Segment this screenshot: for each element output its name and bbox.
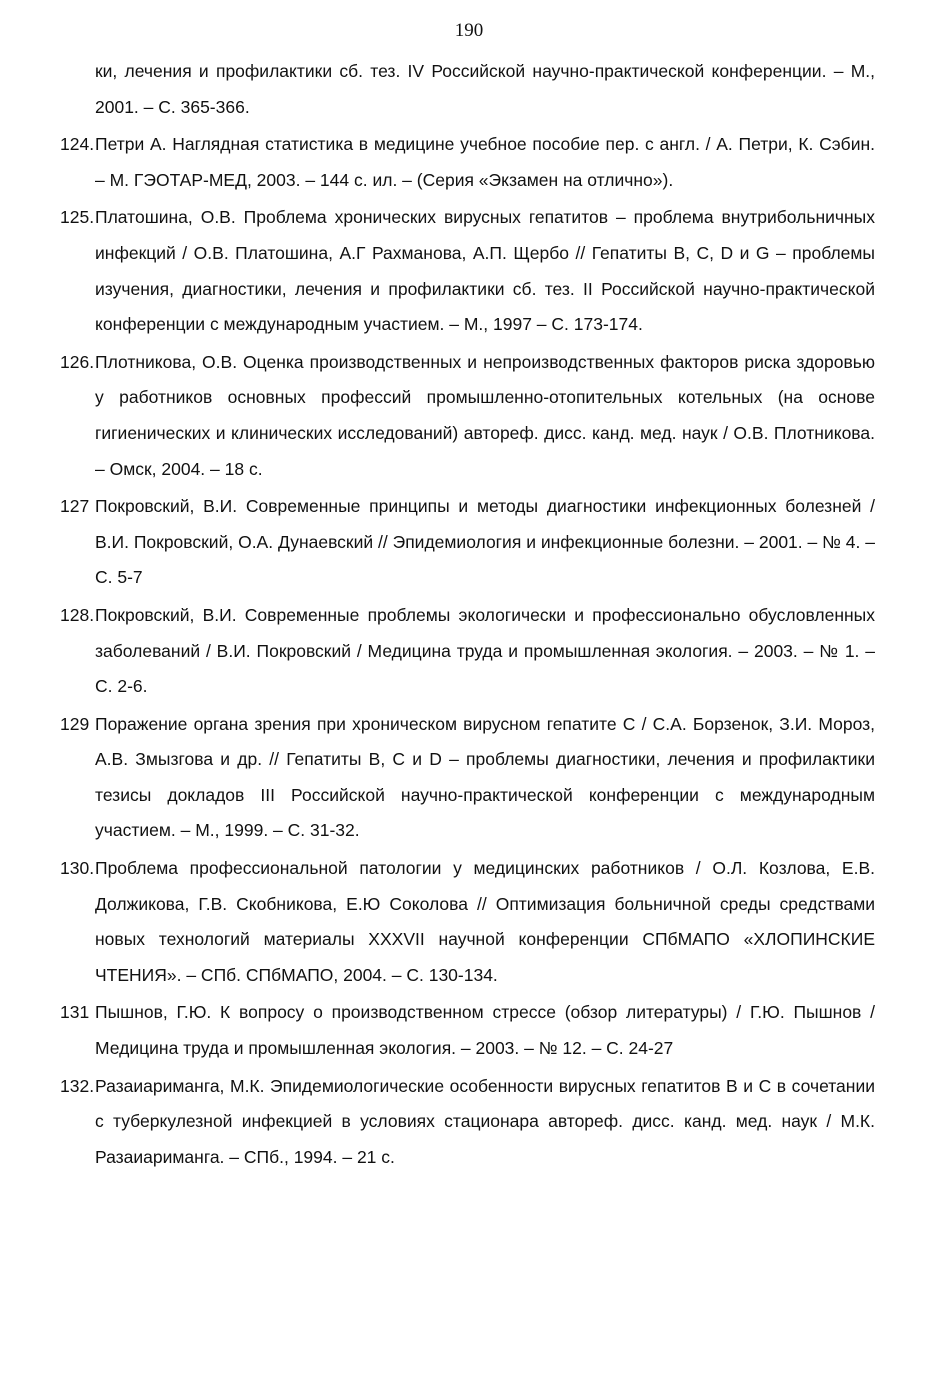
reference-item (60, 995, 875, 1066)
page-number: 190 (454, 20, 484, 41)
reference-text: Покровский, В.И. Современные принципы и методы диагностики инфекционных болезней / В.И. Покровский, О.А. Дунаевский // Эпидемиология и инфекционные болезни. – 2001. – № 4. – С. 5-7 (95, 496, 875, 588)
reference-text: Петри А. Наглядная статистика в медицине учебное пособие пер. с англ. / А. Петри, К. Сэбин. – М. ГЭОТАР-МЕД, 2003. – 144 с. ил. – (Серия «Экзамен на отлично»). (95, 134, 875, 190)
reference-text: Плотникова, О.В. Оценка производственных и непроизводственных факторов риска здоровью у работников основных профессий промышленно-отопительных котельных (на основе гигиенических и клинических исследований) автореф. дисс. канд. мед. наук / О.В. Плотникова. – Омск, 2004. – 18 с. (95, 351, 875, 479)
reference-list (60, 54, 875, 1177)
reference-number: 129 (60, 713, 90, 734)
reference-text: Платошина, О.В. Проблема хронических вирусных гепатитов – проблема внутрибольничных инфекций / О.В. Платошина, А.Г Рахманова, А.П. Щербо // Гепатиты В, С, D и G – проблемы изучения, диагностики, лечения и профилактики сб. тез. II Российской научно-практической конференции с международным участием. – М., 1997 – С. 173-174. (95, 207, 875, 335)
reference-text: ки, лечения и профилактики сб. тез. IV Российской научно-практической конференции. – М., 2001. – С. 365-366. (95, 61, 875, 117)
reference-item (60, 851, 875, 993)
reference-text: Поражение органа зрения при хроническом вирусном гепатите С / С.А. Борзенок, З.И. Мороз, А.В. Змызгова и др. // Гепатиты В, С и D – проблемы диагностики, лечения и профилактики тезисы докладов III Российской научно-практической конференции с международным участием. – М., 1999. – С. 31-32. (95, 713, 875, 841)
reference-text: Пышнов, Г.Ю. К вопросу о производственном стрессе (обзор литературы) / Г.Ю. Пышнов / Медицина труда и промышленная экология. – 2003. – № 12. – С. 24-27 (95, 1002, 875, 1059)
reference-number: 125. (60, 207, 95, 228)
reference-number: 128. (60, 604, 95, 625)
reference-item (60, 1069, 875, 1176)
reference-item (60, 598, 875, 705)
reference-text: Проблема профессиональной патологии у медицинских работников / О.Л. Козлова, Е.В. Должикова, Г.В. Скобникова, Е.Ю Соколова // Оптимизация больничной среды средствами новых технологий материалы XXXVII научной конференции СПбМАПО «ХЛОПИНСКИЕ ЧТЕНИЯ». – СПб. СПбМАПО, 2004. – С. 130-134. (95, 858, 875, 985)
reference-item (60, 345, 875, 487)
reference-item (60, 54, 875, 125)
reference-text: Разаиариманга, М.К. Эпидемиологические особенности вирусных гепатитов В и С в сочетании с туберкулезной инфекцией в условиях стационара автореф. дисс. канд. мед. наук / М.К. Разаиариманга. – СПб., 1994. – 21 с. (95, 1075, 875, 1167)
reference-item (60, 127, 875, 198)
reference-number: 127 (60, 496, 90, 517)
reference-item (60, 200, 875, 342)
reference-number: 130. (60, 858, 95, 879)
reference-number: 126. (60, 351, 95, 372)
reference-item (60, 707, 875, 849)
reference-text: Покровский, В.И. Современные проблемы экологически и профессионально обусловленных заболеваний / В.И. Покровский / Медицина труда и промышленная экология. – 2003. – № 1. – С. 2-6. (95, 604, 875, 697)
reference-item (60, 489, 875, 596)
reference-number: 131 (60, 1002, 90, 1023)
reference-number: 132. (60, 1075, 95, 1096)
reference-number: 124. (60, 134, 95, 155)
